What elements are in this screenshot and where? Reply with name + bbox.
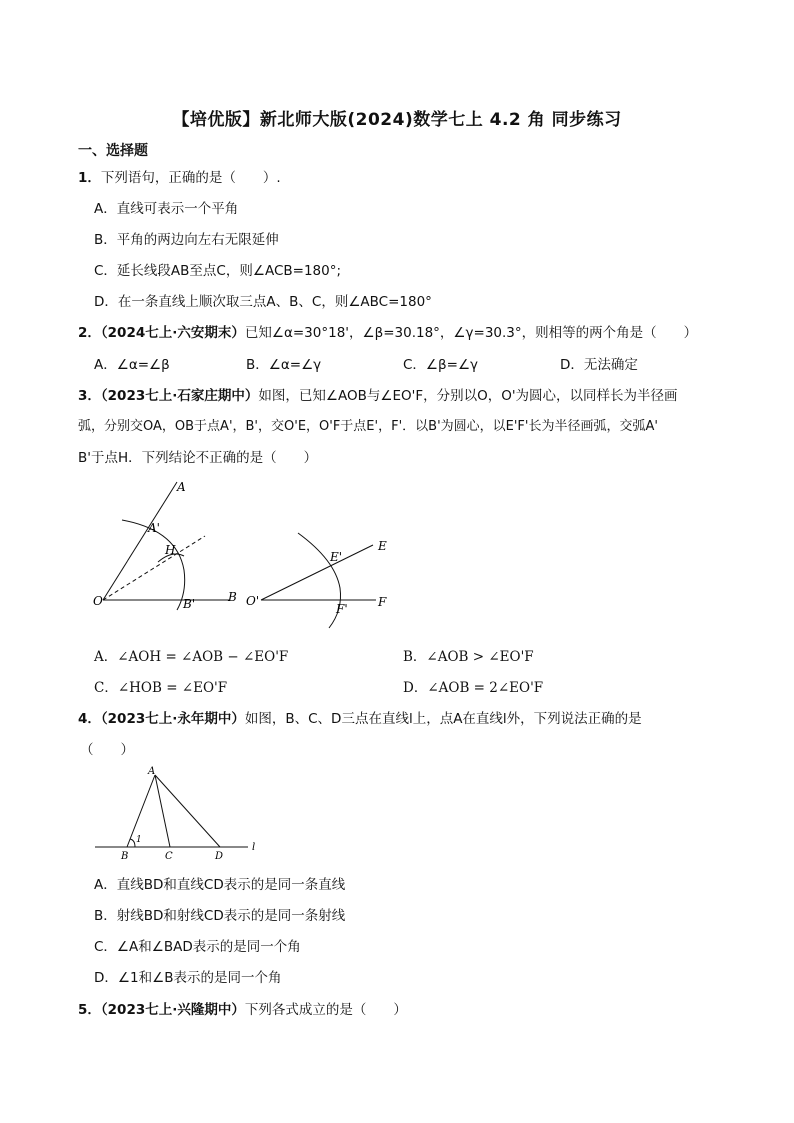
- question-text-line-1: 如图，B、C、D三点在直线l上，点A在直线l外，下列说法正确的是: [244, 711, 642, 727]
- question-text-line-1: 如图，已知∠AOB与∠EO'F，分别以O，O'为圆心，以同样长为半径画: [258, 388, 678, 404]
- q4-geometry-figure: [90, 762, 270, 862]
- q4-option-b: B．射线BD和射线CD表示的是同一条射线: [94, 908, 346, 924]
- label-h: H: [165, 543, 176, 557]
- question-3-line-2: 弧，分别交OA，OB于点A'，B'，交O'E，O'F于点E'，F'．以B'为圆心，以E'F'长为半径画弧，交弧A': [78, 419, 658, 434]
- question-4-line-2: （ ）: [80, 742, 134, 758]
- q2-option-c: C．∠β=∠γ: [403, 357, 479, 373]
- question-number: 3．: [78, 388, 101, 404]
- label-a: A: [148, 766, 156, 777]
- label-d: D: [215, 851, 224, 862]
- question-number: 5．: [78, 1002, 101, 1018]
- question-number: 1．: [78, 170, 101, 186]
- arc-e-prime-f-prime: [298, 533, 341, 628]
- section-heading: 一、选择题: [78, 143, 148, 159]
- question-3-stem: [78, 384, 678, 404]
- q2-option-a: A．∠α=∠β: [94, 357, 170, 373]
- label-b: B: [228, 590, 237, 604]
- segment-ac: [155, 775, 170, 847]
- question-4-stem: [78, 707, 642, 727]
- label-e-prime: E': [330, 550, 343, 564]
- question-number: 4．: [78, 711, 101, 727]
- question-5-stem: [78, 998, 407, 1018]
- question-source: （2024七上·六安期末）: [100, 325, 245, 341]
- label-e: E: [378, 539, 387, 553]
- q3-geometry-figure: [80, 470, 410, 635]
- label-o-prime: O': [246, 594, 260, 608]
- ray-oh-dashed: [103, 536, 205, 600]
- label-b: B: [121, 851, 129, 862]
- question-number: 2．: [78, 325, 101, 341]
- q1-option-d: D．在一条直线上顺次取三点A、B、C，则∠ABC=180°: [94, 294, 432, 310]
- label-f-prime: F': [336, 602, 348, 616]
- question-text: 下列各式成立的是（ ）: [244, 1002, 407, 1018]
- q4-option-d: D．∠1和∠B表示的是同一个角: [94, 970, 282, 986]
- ray-o-prime-e: [261, 545, 373, 600]
- label-a-prime: A': [148, 521, 160, 535]
- angle-1-arc: [130, 839, 135, 847]
- question-source: （2023七上·兴隆期中）: [100, 1002, 245, 1018]
- q1-option-c: C．延长线段AB至点C，则∠ACB=180°;: [94, 263, 342, 279]
- q4-option-c: C．∠A和∠BAD表示的是同一个角: [94, 939, 301, 955]
- q3-option-d: D．∠AOB = 2∠EO'F: [403, 680, 544, 696]
- q1-option-a: A．直线可表示一个平角: [94, 201, 239, 217]
- question-text: 已知∠α=30°18'，∠β=30.18°，∠γ=30.3°，则相等的两个角是（ ）: [244, 325, 698, 341]
- label-c: C: [165, 851, 173, 862]
- q3-option-c: C．∠HOB = ∠EO'F: [94, 680, 228, 696]
- label-b-prime: B': [183, 597, 196, 611]
- q2-option-d: D．无法确定: [560, 357, 638, 373]
- q4-option-a: A．直线BD和直线CD表示的是同一条直线: [94, 877, 346, 893]
- document-title: 【培优版】新北师大版(2024)数学七上 4.2 角 同步练习: [172, 110, 622, 130]
- question-source: （2023七上·石家庄期中）: [100, 388, 259, 404]
- ray-oa: [103, 482, 177, 600]
- q1-option-b: B．平角的两边向左右无限延伸: [94, 232, 279, 248]
- question-text: 下列语句，正确的是（ ）.: [100, 170, 281, 186]
- label-angle-1: 1: [136, 835, 142, 845]
- label-l: l: [252, 842, 256, 853]
- label-o: O: [93, 594, 103, 608]
- question-2-stem: [78, 321, 697, 341]
- label-a: A: [177, 480, 186, 494]
- question-source: （2023七上·永年期中）: [100, 711, 245, 727]
- q3-option-b: B．∠AOB > ∠EO'F: [403, 649, 534, 665]
- segment-ad: [155, 775, 220, 847]
- label-f: F: [378, 595, 387, 609]
- q3-option-a: A．∠AOH = ∠AOB − ∠EO'F: [94, 649, 289, 665]
- question-3-line-3: B'于点H．下列结论不正确的是（ ）: [78, 450, 318, 466]
- question-1-stem: [78, 166, 281, 186]
- q2-option-b: B．∠α=∠γ: [246, 357, 322, 373]
